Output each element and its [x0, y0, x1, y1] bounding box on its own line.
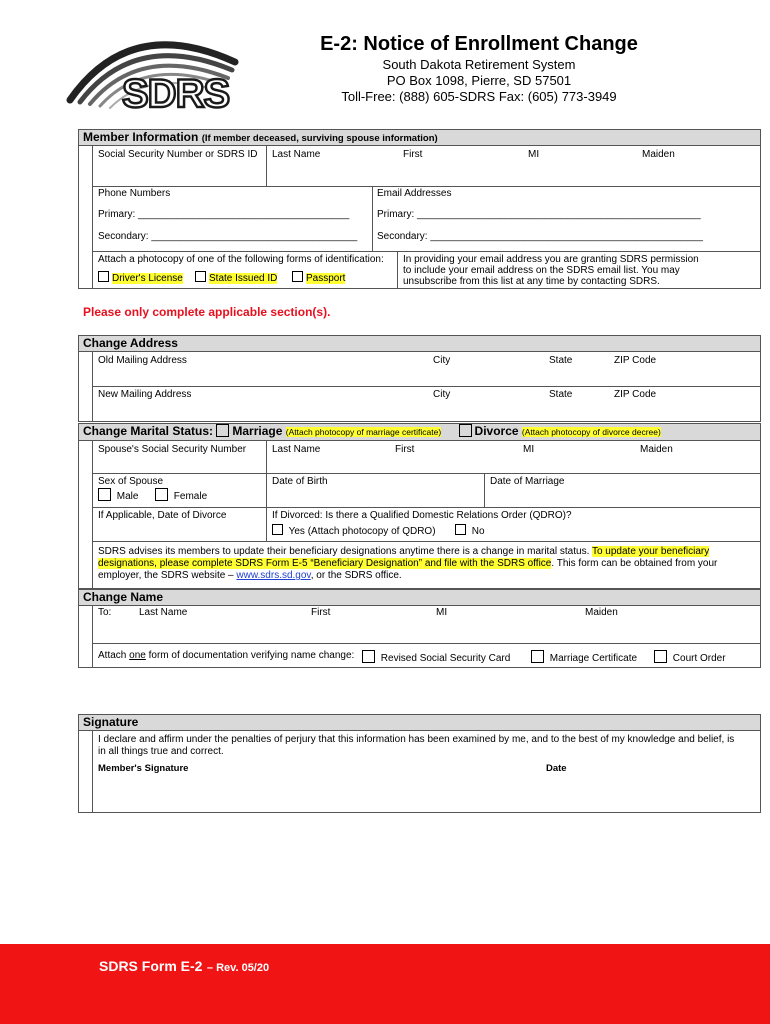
ssn-label: Social Security Number or SDRS ID	[98, 149, 258, 160]
doc-option-label: Marriage Certificate	[549, 653, 638, 664]
sdrs-website-link[interactable]: www.sdrs.sd.gov	[236, 570, 311, 581]
spouse-maiden-label: Maiden	[640, 444, 673, 455]
change-name-heading: Change Name	[78, 589, 761, 606]
marital-title: Change Marital Status:	[83, 424, 214, 438]
new-mailing-address-label: New Mailing Address	[98, 389, 192, 400]
old-zip-label: ZIP Code	[614, 355, 657, 366]
checkbox-icon	[459, 424, 472, 437]
attach-post: form of documentation verifying name change:	[148, 650, 355, 661]
old-mailing-address-label: Old Mailing Address	[98, 355, 187, 366]
signature-declaration: I declare and affirm under the penalties of perjury that this information has been examined by me, and to the best of my knowledge and belief, is in all things true and correct.	[98, 734, 735, 757]
doc-option-label: Revised Social Security Card	[380, 653, 511, 664]
org-phones: Toll-Free: (888) 605-SDRS Fax: (605) 773-3949	[341, 89, 617, 104]
name-attach-text	[98, 650, 354, 661]
email-permission-notice: In providing your email address you are granting SDRS permission to include your email address on the SDRS email list. You may unsubscribe from this list at any time by contacting SDRS.	[403, 254, 699, 287]
qdro-no-label: No	[471, 526, 485, 537]
date-of-birth-label: Date of Birth	[272, 476, 328, 487]
marriage-note: (Attach photocopy of marriage certificate)	[285, 427, 442, 437]
mi-label: MI	[528, 149, 540, 160]
divorce-option[interactable]	[459, 424, 519, 438]
sex-female-option[interactable]	[155, 488, 207, 502]
old-city-label: City	[433, 355, 451, 366]
checkbox-icon	[455, 524, 466, 535]
qdro-yes-label: Yes (Attach photocopy of QDRO)	[288, 526, 436, 537]
name-to-label: To:	[98, 607, 112, 618]
email-addresses-label: Email Addresses	[377, 188, 452, 199]
advice-text: employer, the SDRS website –	[98, 570, 234, 581]
id-option-label: State Issued ID	[209, 273, 278, 284]
female-label: Female	[173, 491, 208, 502]
advice-text: SDRS advises its members to update their beneficiary designations anytime there is a change in marital status.	[98, 546, 590, 557]
advice-highlight: designations, please complete SDRS Form E-5 “Beneficiary Designation” and file with the SDRS office	[98, 558, 552, 569]
id-option-state-id[interactable]	[195, 271, 277, 284]
member-info-heading	[78, 129, 761, 146]
checkbox-icon	[654, 650, 667, 663]
doc-option-ssc[interactable]	[362, 650, 510, 664]
date-of-divorce-label: If Applicable, Date of Divorce	[98, 510, 227, 521]
checkbox-icon	[98, 271, 109, 282]
secondary-phone-field[interactable]: Secondary: _____________________________________	[98, 231, 358, 242]
change-marital-heading	[78, 423, 761, 441]
maiden-label: Maiden	[642, 149, 675, 160]
doc-option-label: Court Order	[672, 653, 726, 664]
checkbox-icon	[155, 488, 168, 501]
attach-one: one	[129, 650, 146, 661]
advice-text: , or the SDRS office.	[310, 570, 402, 581]
male-label: Male	[116, 491, 139, 502]
date-field[interactable]	[546, 778, 746, 810]
spouse-last-label: Last Name	[272, 444, 321, 455]
footer-bar	[0, 944, 770, 1024]
footer-revision: – Rev. 05/20	[206, 962, 270, 974]
first-name-label: First	[403, 149, 423, 160]
member-signature-field[interactable]	[98, 778, 538, 810]
attach-id-text: Attach a photocopy of one of the following forms of identification:	[98, 254, 384, 265]
id-option-label: Driver's License	[112, 273, 183, 284]
logo-text: SDRS	[122, 72, 230, 116]
beneficiary-advice	[98, 546, 758, 582]
primary-email-field[interactable]: Primary: ___________________________________________________	[377, 209, 701, 220]
footer-form-name: SDRS Form E-2	[99, 958, 203, 974]
checkbox-icon	[98, 488, 111, 501]
change-address-heading: Change Address	[78, 335, 761, 352]
spouse-ssn-label: Spouse's Social Security Number	[98, 444, 247, 455]
id-option-label: Passport	[306, 273, 346, 284]
divorce-label: Divorce	[474, 424, 519, 438]
advice-text: . This form can be obtained from your	[551, 558, 718, 569]
advice-highlight: To update your beneficiary	[591, 546, 710, 557]
org-name: South Dakota Retirement System	[382, 57, 576, 72]
doc-option-marriage-cert[interactable]	[531, 650, 637, 664]
secondary-email-field[interactable]: Secondary: _________________________________________________	[377, 231, 703, 242]
member-info-title: Member Information	[83, 130, 199, 144]
org-address: PO Box 1098, Pierre, SD 57501	[386, 73, 572, 88]
qdro-question: If Divorced: Is there a Qualified Domestic Relations Order (QDRO)?	[272, 510, 572, 521]
form-title: E-2: Notice of Enrollment Change	[320, 33, 638, 55]
new-zip-label: ZIP Code	[614, 389, 657, 400]
new-state-label: State	[549, 389, 573, 400]
marriage-label: Marriage	[232, 424, 283, 438]
member-signature-label: Member's Signature	[98, 763, 189, 774]
checkbox-icon	[195, 271, 206, 282]
spouse-first-label: First	[395, 444, 415, 455]
checkbox-icon	[362, 650, 375, 663]
applicable-sections-notice: Please only complete applicable section(s).	[83, 305, 331, 319]
qdro-no-option[interactable]	[455, 524, 485, 537]
marriage-option[interactable]	[216, 424, 282, 438]
doc-option-court-order[interactable]	[654, 650, 726, 664]
checkbox-icon	[292, 271, 303, 282]
new-city-label: City	[433, 389, 451, 400]
date-of-marriage-label: Date of Marriage	[490, 476, 565, 487]
name-last-label: Last Name	[139, 607, 188, 618]
id-option-drivers-license[interactable]	[98, 271, 183, 284]
qdro-yes-option[interactable]	[272, 524, 436, 537]
checkbox-icon	[272, 524, 283, 535]
primary-phone-field[interactable]: Primary: ______________________________________	[98, 209, 350, 220]
name-maiden-label: Maiden	[585, 607, 618, 618]
id-option-passport[interactable]	[292, 271, 345, 284]
spouse-mi-label: MI	[523, 444, 535, 455]
sex-of-spouse-label: Sex of Spouse	[98, 476, 164, 487]
phone-numbers-label: Phone Numbers	[98, 188, 171, 199]
footer-form-label	[99, 958, 269, 976]
name-first-label: First	[311, 607, 331, 618]
member-info-note: (If member deceased, surviving spouse information)	[201, 133, 438, 144]
sdrs-logo	[60, 22, 250, 114]
name-mi-label: MI	[436, 607, 448, 618]
attach-pre: Attach	[98, 650, 127, 661]
date-label: Date	[546, 763, 567, 774]
checkbox-icon	[216, 424, 229, 437]
checkbox-icon	[531, 650, 544, 663]
signature-heading: Signature	[78, 714, 761, 731]
old-state-label: State	[549, 355, 573, 366]
sex-male-option[interactable]	[98, 488, 138, 502]
divorce-note: (Attach photocopy of divorce decree)	[521, 427, 661, 437]
last-name-label: Last Name	[272, 149, 321, 160]
